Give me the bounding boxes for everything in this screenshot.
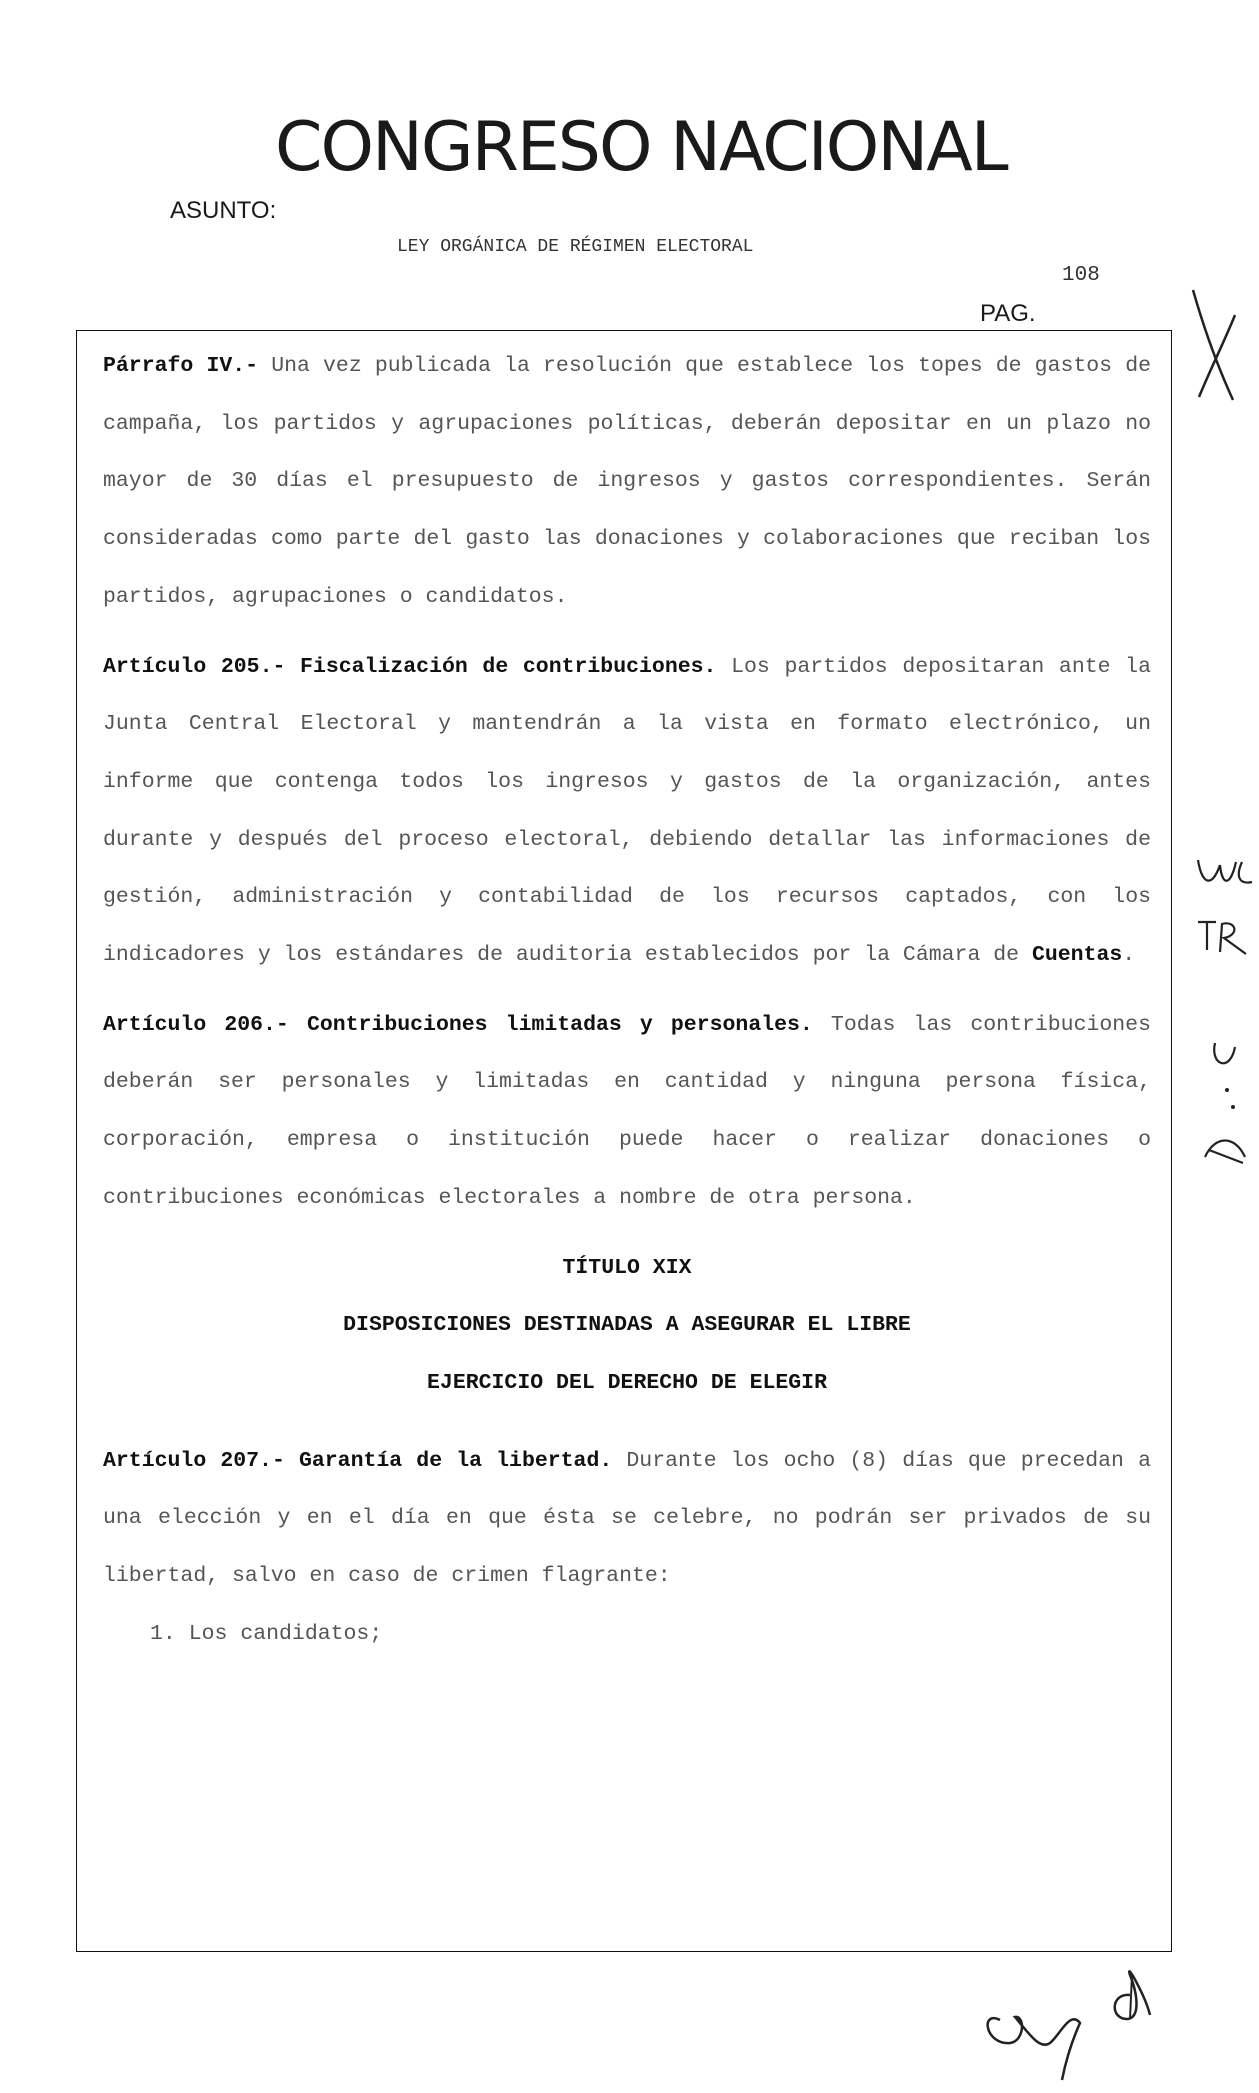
pag-label: PAG. bbox=[980, 300, 1036, 327]
article-text-bold: Cuentas bbox=[1031, 943, 1123, 968]
article-207 bbox=[103, 1433, 1151, 1606]
article-206 bbox=[103, 997, 1151, 1228]
page-number: 108 bbox=[1062, 264, 1100, 287]
article-text: Todas las contribuciones deberán ser personales y limitadas en cantidad y ninguna persona física, corporación, empresa o institución puede hacer o realizar donaciones o contribuciones económicas electorales a nombre de otra persona. bbox=[103, 1012, 1151, 1210]
paragraph-iv bbox=[103, 338, 1151, 627]
paragraph-text: Una vez publicada la resolución que establece los topes de gastos de campaña, los partidos y agrupaciones políticas, deberán depositar en un plazo no mayor de 30 días el presupuesto de ingresos y gastos correspondientes. Serán consideradas como parte del gasto las donaciones y colaboraciones que reciban los partidos, agrupaciones o candidatos. bbox=[103, 354, 1152, 609]
title-line-1: DISPOSICIONES DESTINADAS A ASEGURAR EL LIBRE bbox=[343, 1313, 911, 1338]
title-line-2: EJERCICIO DEL DERECHO DE ELEGIR bbox=[427, 1370, 827, 1395]
title-number: TÍTULO XIX bbox=[562, 1255, 692, 1280]
handwritten-signature bbox=[970, 1955, 1170, 2085]
article-heading: Artículo 206.- Contribuciones limitadas y personales. bbox=[103, 1012, 813, 1037]
asunto-label: ASUNTO: bbox=[170, 197, 277, 224]
article-text: Los partidos depositaran ante la Junta Central Electoral y mantendrán a la vista en formato electrónico, un informe que contenga todos los ingresos y gastos de la organización, antes durante y después del proceso electoral, debiendo detallar las informaciones de gestión, administración y contabilidad de los recursos captados, con los indicadores y los estándares de auditoria establecidos por la Cámara de bbox=[103, 654, 1151, 968]
list-item: 1. Los candidatos; bbox=[150, 1621, 383, 1646]
article-text: Durante los ocho (8) días que precedan a una elección y en el día en que ésta se celebre, no podrán ser privados de su libertad, salvo en caso de crimen flagrante: bbox=[103, 1448, 1151, 1589]
paragraph-heading: Párrafo IV.- bbox=[103, 354, 259, 378]
header-title: CONGRESO NACIONAL bbox=[275, 108, 1007, 187]
document-subject: LEY ORGÁNICA DE RÉGIMEN ELECTORAL bbox=[397, 237, 754, 257]
article-text-end: . bbox=[1122, 943, 1136, 968]
article-heading: Artículo 207.- Garantía de la libertad. bbox=[103, 1448, 613, 1473]
document-body bbox=[103, 338, 1151, 1663]
handwritten-x-mark bbox=[1185, 285, 1245, 405]
article-205 bbox=[103, 639, 1151, 985]
article-heading: Artículo 205.- Fiscalización de contribuciones. bbox=[103, 654, 717, 679]
handwritten-initials bbox=[1190, 850, 1259, 960]
handwritten-marks bbox=[1195, 1035, 1255, 1175]
